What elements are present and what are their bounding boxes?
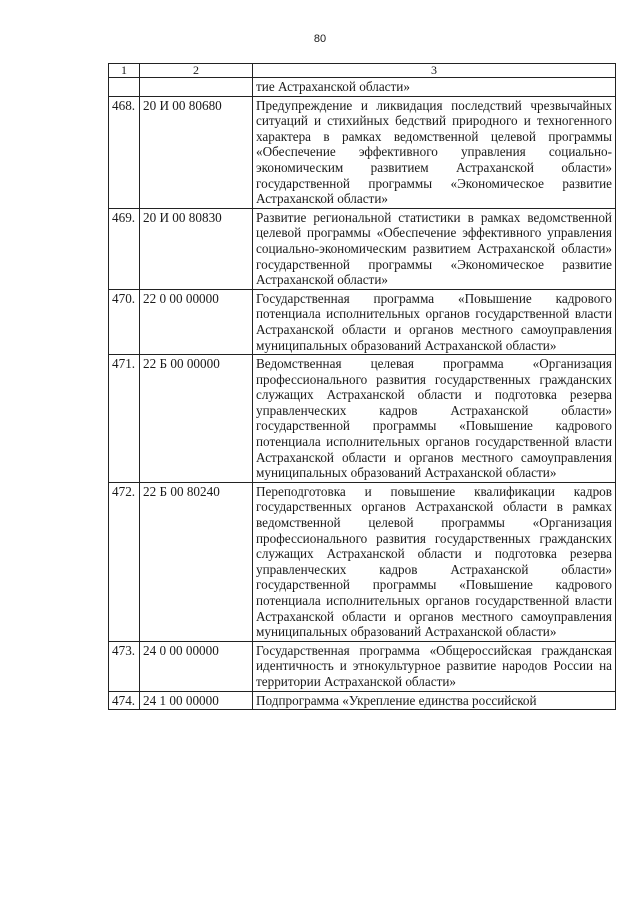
row-code [140,78,253,97]
row-number [109,78,140,97]
table-row [109,355,616,483]
page-number: 80 [313,33,327,45]
row-description: Переподготовка и повышение квалификации кадров государственных органов Астраханской области в рамках ведомственной целевой программы «Организация профессионального развития государственных гражданских служащих Астраханской области и подготовка резерва управленческих кадров Астраханской области» государственной программы «Повышение кадрового потенциала исполнительных органов государственной власти Астраханской области и органов местного самоуправления муниципальных образований Астраханской области» [253,482,616,641]
table-row [109,96,616,208]
header-col-3: 3 [253,64,616,78]
table-row [109,691,616,710]
row-description: Ведомственная целевая программа «Организация профессионального развития государственных гражданских служащих Астраханской области и подготовка резерва управленческих кадров Астраханской области» государственной программы «Повышение кадрового потенциала исполнительных органов государственной власти Астраханской области и органов местного самоуправления муниципальных образований Астраханской области» [253,355,616,483]
row-code: 20 И 00 80830 [140,208,253,289]
table-row [109,208,616,289]
row-description: Предупреждение и ликвидация последствий чрезвычайных ситуаций и стихийных бедствий природного и техногенного характера в рамках ведомственной целевой программы «Обеспечение эффективного управления социально-экономическим развитием Астраханской области» государственной программы «Экономическое развитие Астраханской области» [253,96,616,208]
row-description: Подпрограмма «Укрепление единства российской [253,691,616,710]
row-code: 22 Б 00 00000 [140,355,253,483]
row-number: 473. [109,641,140,691]
row-code: 24 0 00 00000 [140,641,253,691]
header-row [109,64,616,78]
row-number: 472. [109,482,140,641]
table-row [109,482,616,641]
continuation-row [109,78,616,97]
row-description: тие Астраханской области» [253,78,616,97]
row-number: 468. [109,96,140,208]
row-number: 469. [109,208,140,289]
row-number: 470. [109,289,140,354]
row-description: Государственная программа «Повышение кадрового потенциала исполнительных органов государственной власти Астраханской области и органов местного самоуправления муниципальных образований Астраханской области» [253,289,616,354]
header-col-1: 1 [109,64,140,78]
row-code: 22 Б 00 80240 [140,482,253,641]
table-row [109,641,616,691]
row-number: 471. [109,355,140,483]
row-code: 20 И 00 80680 [140,96,253,208]
row-code: 22 0 00 00000 [140,289,253,354]
header-col-2: 2 [140,64,253,78]
table-row [109,289,616,354]
row-number: 474. [109,691,140,710]
row-description: Развитие региональной статистики в рамках ведомственной целевой программы «Обеспечение эффективного управления социально-экономическим развитием Астраханской области» государственной программы «Экономическое развитие Астраханской области» [253,208,616,289]
row-code: 24 1 00 00000 [140,691,253,710]
row-description: Государственная программа «Общероссийская гражданская идентичность и этнокультурное развитие народов России на территории Астраханской области» [253,641,616,691]
budget-classification-table [108,63,616,710]
